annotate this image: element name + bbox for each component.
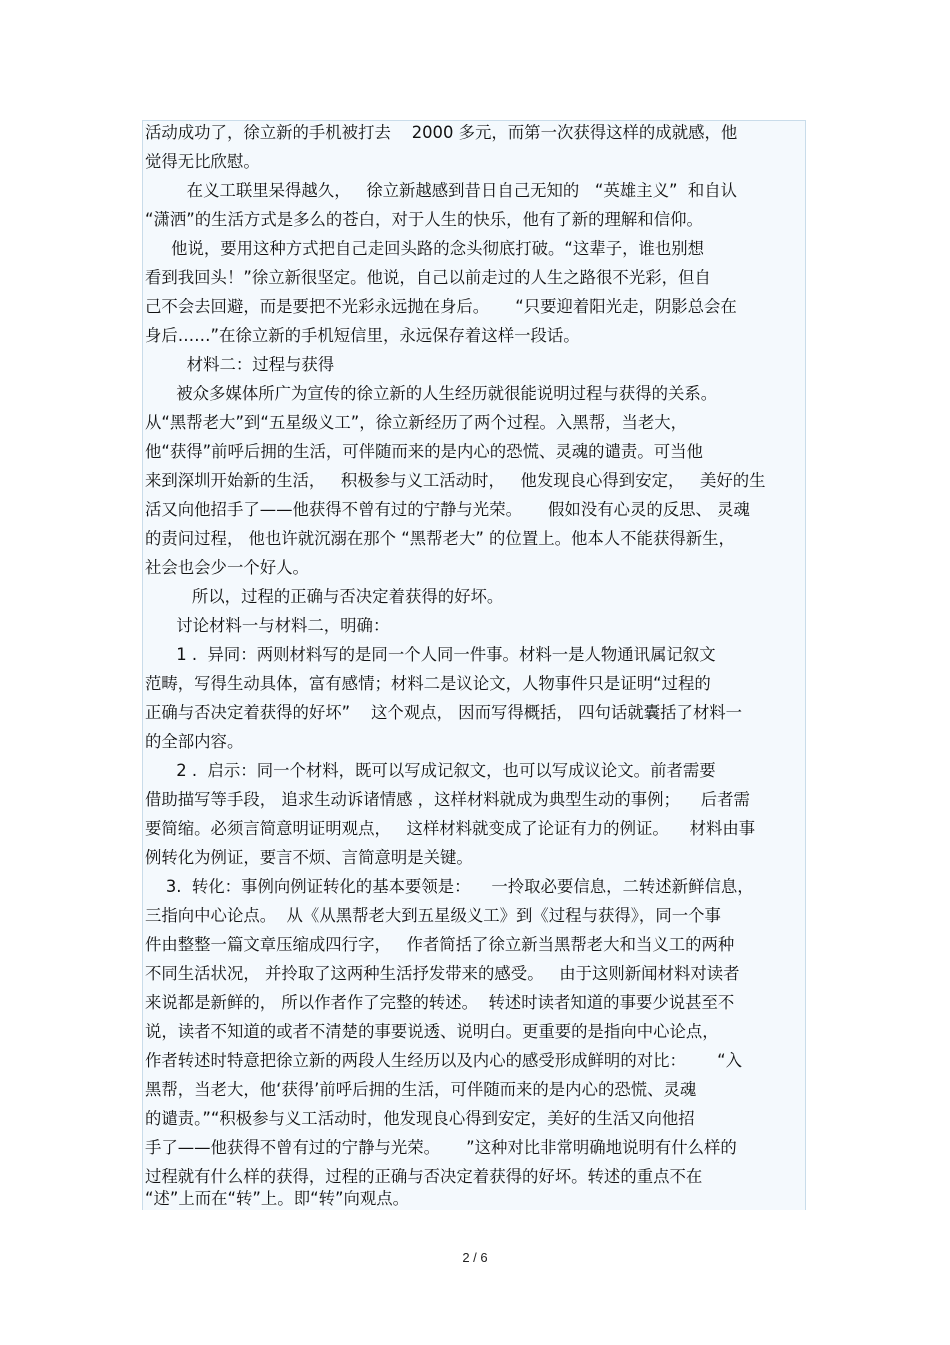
- text-line: 己不会去回避，而是要把不光彩永远抛在身后。 “只要迎着阳光走，阴影总会在: [145, 297, 737, 316]
- text-line: 过程就有什么样的获得，过程的正确与否决定着获得的好坏。转述的重点不在: [145, 1167, 703, 1186]
- page-number: 2 / 6: [462, 1250, 488, 1265]
- text-line: 手了——他获得不曾有过的宁静与光荣。 ”这种对比非常明确地说明有什么样的: [145, 1138, 737, 1157]
- text-line: 看到我回头！”徐立新很坚定。他说，自己以前走过的人生之路很不光彩，但自: [145, 268, 711, 287]
- text-line: “述”上而在“转”上。即“转”向观点。: [145, 1189, 410, 1208]
- section-heading: 材料二：过程与获得: [145, 355, 335, 374]
- document-text-block: [142, 120, 806, 1210]
- text-line: 借助描写等手段， 追求生动诉诸情感 ，这样材料就成为典型生动的事例； 后者需: [145, 790, 750, 809]
- text-line: 的责问过程， 他也许就沉溺在那个 “黑帮老大” 的位置上。他本人不能获得新生，: [145, 529, 735, 548]
- text-line: 觉得无比欣慰。: [145, 152, 260, 171]
- text-line: 来说都是新鲜的， 所以作者作了完整的转述。 转述时读者知道的事要少说甚至不: [145, 993, 735, 1012]
- text-line: 正确与否决定着获得的好坏” 这个观点， 因而写得概括， 四句话就囊括了材料一: [145, 703, 743, 722]
- text-line: 被众多媒体所广为宣传的徐立新的人生经历就很能说明过程与获得的关系。: [145, 384, 718, 403]
- text-line: 件由整整一篇文章压缩成四行字， 作者简括了徐立新当黑帮老大和当义工的两种: [145, 935, 735, 954]
- text-line: 的谴责。”“积极参与义工活动时，他发现良心得到安定，美好的生活又向他招: [145, 1109, 695, 1128]
- text-line: 作者转述时特意把徐立新的两段人生经历以及内心的感受形成鲜明的对比： “入: [145, 1051, 743, 1070]
- list-item: 3. 转化：事例向例证转化的基本要领是： 一拎取必要信息，二转述新鲜信息，: [145, 877, 754, 896]
- text-line: 黑帮，当老大，他‘获得’前呼后拥的生活，可伴随而来的是内心的恐慌、灵魂: [145, 1080, 697, 1099]
- text-line: 例转化为例证，要言不烦、言简意明是关键。: [145, 848, 473, 867]
- list-item: 2 . 启示：同一个材料，既可以写成记叙文，也可以写成议论文。前者需要: [145, 761, 716, 780]
- text-line: 在义工联里呆得越久， 徐立新越感到昔日自己无知的 “英雄主义” 和自认: [145, 181, 738, 200]
- text-line: 说，读者不知道的或者不清楚的事要说透、说明白。更重要的是指向中心论点，: [145, 1022, 719, 1041]
- text-line: 不同生活状况， 并拎取了这两种生活抒发带来的感受。 由于这则新闻材料对读者: [145, 964, 740, 983]
- text-line: 社会也会少一个好人。: [145, 558, 309, 577]
- text-line: 讨论材料一与材料二，明确：: [145, 616, 390, 635]
- text-line: 三指向中心论点。 从《从黑帮老大到五星级义工》到《过程与获得》，同一个事: [145, 906, 721, 925]
- text-line: 所以，过程的正确与否决定着获得的好坏。: [145, 587, 504, 606]
- text-line: 的全部内容。: [145, 732, 244, 751]
- text-line: 来到深圳开始新的生活， 积极参与义工活动时， 他发现良心得到安定， 美好的生: [145, 471, 766, 490]
- text-line: “潇洒”的生活方式是多么的苍白，对于人生的快乐，他有了新的理解和信仰。: [145, 210, 703, 229]
- text-line: 身后……”在徐立新的手机短信里，永远保存着这样一段话。: [145, 326, 580, 345]
- text-line: 活又向他招手了——他获得不曾有过的宁静与光荣。 假如没有心灵的反思、 灵魂: [145, 500, 750, 519]
- text-line: 范畴，写得生动具体，富有感情；材料二是议论文，人物事件只是证明“过程的: [145, 674, 711, 693]
- text-line: 活动成功了，徐立新的手机被打去 2000 多元，而第一次获得这样的成就感，他: [145, 123, 738, 142]
- text-line: 要简缩。必须言简意明证明观点， 这样材料就变成了论证有力的例证。 材料由事: [145, 819, 756, 838]
- text-line: 从“黑帮老大”到“五星级义工”，徐立新经历了两个过程。入黑帮，当老大，: [145, 413, 688, 432]
- text-line: 他说，要用这种方式把自己走回头路的念头彻底打破。“这辈子，谁也别想: [145, 239, 705, 258]
- list-item: 1 . 异同：两则材料写的是同一个人同一件事。材料一是人物通讯属记叙文: [145, 645, 716, 664]
- text-line: 他“获得”前呼后拥的生活，可伴随而来的是内心的恐慌、灵魂的谴责。可当他: [145, 442, 703, 461]
